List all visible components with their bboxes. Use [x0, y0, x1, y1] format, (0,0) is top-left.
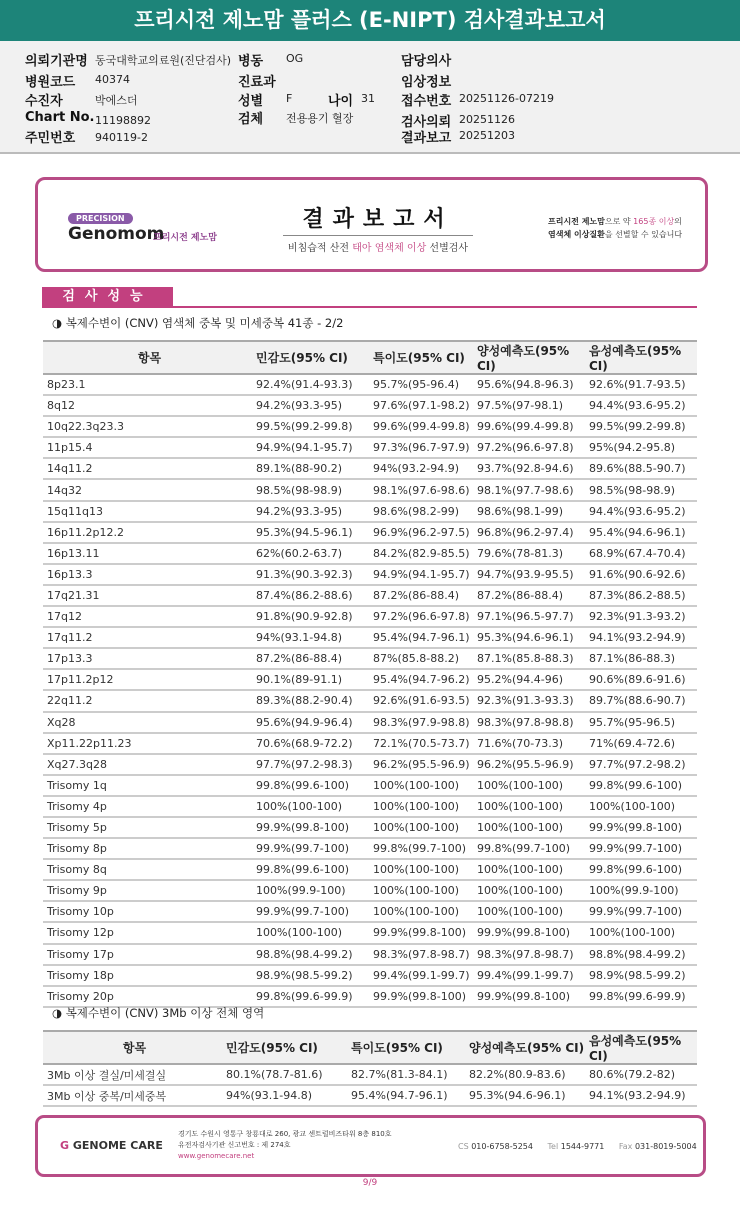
metric-cell: 91.3%(90.3-92.3): [256, 564, 373, 585]
metric-cell: 94.1%(93.2-94.9): [589, 627, 697, 648]
section-divider: [42, 306, 697, 308]
metric-cell: 91.8%(90.9-92.8): [256, 606, 373, 627]
table-row: [43, 986, 697, 1007]
metric-cell: 91.6%(90.6-92.6): [589, 564, 697, 585]
subtitle-highlight: 태아 염색체 이상: [352, 243, 427, 254]
metric-cell: 99.9%(99.8-100): [373, 986, 477, 1007]
table-row: [43, 564, 697, 585]
row-item-name: 15q11q13: [43, 501, 256, 522]
row-item-name: 3Mb 이상 결실/미세결실: [43, 1064, 226, 1085]
metric-cell: 99.8%(99.7-100): [477, 838, 589, 859]
table-row: [43, 817, 697, 838]
metric-cell: 99.9%(99.7-100): [256, 838, 373, 859]
metric-cell: 87.2%(86-88.4): [256, 648, 373, 669]
row-item-name: 16p11.2p12.2: [43, 522, 256, 543]
tagline-bold: 염색체 이상질환: [548, 230, 605, 239]
metric-cell: 100%(99.9-100): [589, 880, 697, 901]
metric-cell: 99.9%(99.8-100): [256, 817, 373, 838]
registration-number: 유전자검사기관 신고번호 : 제 274호: [178, 1141, 291, 1149]
metric-cell: 87.3%(86.2-88.5): [589, 585, 697, 606]
cs-number: 010-6758-5254: [471, 1142, 533, 1151]
metric-cell: 100%(100-100): [256, 922, 373, 943]
company-address-block: [178, 1129, 392, 1162]
banner-subtitle: [278, 239, 478, 254]
row-item-name: 14q32: [43, 479, 256, 500]
table-row: [43, 501, 697, 522]
metric-cell: 97.7%(97.2-98.3): [256, 754, 373, 775]
request-label: 검사의뢰: [401, 115, 452, 130]
metric-cell: 99.8%(99.6-99.9): [589, 986, 697, 1007]
table-row: [43, 838, 697, 859]
metric-cell: 70.6%(68.9-72.2): [256, 733, 373, 754]
row-item-name: Trisomy 20p: [43, 986, 256, 1007]
metric-cell: 94.4%(93.6-95.2): [589, 501, 697, 522]
request-value: 20251126: [459, 113, 515, 126]
metric-cell: 99.6%(99.4-99.8): [477, 416, 589, 437]
ward-value: OG: [286, 52, 304, 65]
doctor-label: 담당의사: [401, 54, 452, 69]
tagline-bold: 프리시전 제노맘: [548, 217, 605, 226]
metric-cell: 99.9%(99.7-100): [589, 901, 697, 922]
age-value: 31: [361, 92, 375, 105]
metric-cell: 97.1%(96.5-97.7): [477, 606, 589, 627]
metric-cell: 99.9%(99.7-100): [256, 901, 373, 922]
metric-cell: 95.4%(94.6-96.1): [589, 522, 697, 543]
row-item-name: 10q22.3q23.3: [43, 416, 256, 437]
metric-cell: 96.2%(95.5-96.9): [477, 754, 589, 775]
metric-cell: 95.4%(94.7-96.1): [351, 1085, 469, 1106]
table-row: [43, 712, 697, 733]
metric-cell: 98.5%(98-98.9): [589, 479, 697, 500]
metric-cell: 71.6%(70-73.3): [477, 733, 589, 754]
table-row: [43, 1085, 697, 1106]
metric-cell: 98.3%(97.8-98.8): [477, 712, 589, 733]
column-header: 특이도(95% CI): [373, 341, 477, 374]
metric-cell: 100%(100-100): [373, 775, 477, 796]
metric-cell: 89.1%(88-90.2): [256, 458, 373, 479]
metric-cell: 97.7%(97.2-98.2): [589, 754, 697, 775]
report-date-label: 결과보고: [401, 131, 452, 146]
fax-label: Fax: [618, 1142, 633, 1151]
row-item-name: Trisomy 18p: [43, 965, 256, 986]
metric-cell: 82.7%(81.3-84.1): [351, 1064, 469, 1085]
column-header: 특이도(95% CI): [351, 1031, 469, 1064]
table-row: [43, 585, 697, 606]
metric-cell: 99.9%(99.8-100): [477, 986, 589, 1007]
metric-cell: 94.2%(93.3-95): [256, 395, 373, 416]
metric-cell: 95.2%(94.4-96): [477, 669, 589, 690]
table-row: [43, 669, 697, 690]
metric-cell: 92.4%(91.4-93.3): [256, 374, 373, 395]
metric-cell: 100%(100-100): [477, 817, 589, 838]
metric-cell: 80.6%(79.2-82): [589, 1064, 697, 1085]
row-item-name: Xq28: [43, 712, 256, 733]
tagline-text: 의: [674, 217, 682, 226]
metric-cell: 98.8%(98.4-99.2): [256, 944, 373, 965]
tagline-text: 을 선별할 수 있습니다: [604, 230, 683, 239]
metric-cell: 87.2%(86-88.4): [373, 585, 477, 606]
table-row: [43, 606, 697, 627]
row-item-name: Trisomy 9p: [43, 880, 256, 901]
metric-cell: 99.4%(99.1-99.7): [373, 965, 477, 986]
row-item-name: Trisomy 17p: [43, 944, 256, 965]
hospital-code-value: 40374: [95, 73, 130, 86]
metric-cell: 95.4%(94.7-96.2): [373, 669, 477, 690]
banner-divider: [283, 235, 473, 236]
table1-subtitle: ◑ 복제수변이 (CNV) 염색체 중복 및 미세중복 41종 - 2/2: [52, 316, 344, 330]
metric-cell: 98.3%(97.8-98.7): [477, 944, 589, 965]
genomom-logo: Genomom: [68, 224, 165, 244]
metric-cell: 100%(100-100): [373, 859, 477, 880]
row-item-name: Trisomy 1q: [43, 775, 256, 796]
subtitle-text: 선별검사: [426, 243, 469, 254]
metric-cell: 92.3%(91.3-93.2): [589, 606, 697, 627]
row-item-name: 17q12: [43, 606, 256, 627]
table-row: [43, 965, 697, 986]
patient-label: 수진자: [25, 94, 63, 109]
metric-cell: 100%(100-100): [477, 880, 589, 901]
metric-cell: 99.9%(99.8-100): [373, 922, 477, 943]
metric-cell: 98.3%(97.8-98.7): [373, 944, 477, 965]
metric-cell: 95%(94.2-95.8): [589, 437, 697, 458]
metric-cell: 79.6%(78-81.3): [477, 543, 589, 564]
metric-cell: 95.4%(94.7-96.1): [373, 627, 477, 648]
metric-cell: 90.1%(89-91.1): [256, 669, 373, 690]
row-item-name: Trisomy 12p: [43, 922, 256, 943]
logo-text: GENOME CARE: [72, 1139, 163, 1152]
rrn-label: 주민번호: [25, 131, 76, 146]
metric-cell: 94.9%(94.1-95.7): [256, 437, 373, 458]
institution-label: 의뢰기관명: [25, 54, 88, 69]
table-row: [43, 754, 697, 775]
metric-cell: 99.8%(99.6-100): [589, 859, 697, 880]
table2-subtitle: ◑ 복제수변이 (CNV) 3Mb 이상 전체 영역: [52, 1006, 265, 1020]
genome-care-logo: [60, 1139, 163, 1152]
table-row: [43, 416, 697, 437]
metric-cell: 62%(60.2-63.7): [256, 543, 373, 564]
ward-label: 병동: [238, 54, 264, 69]
table-row: [43, 944, 697, 965]
metric-cell: 100%(99.9-100): [256, 880, 373, 901]
metric-cell: 100%(100-100): [589, 922, 697, 943]
metric-cell: 87.4%(86.2-88.6): [256, 585, 373, 606]
metric-cell: 94.9%(94.1-95.7): [373, 564, 477, 585]
metric-cell: 99.8%(99.7-100): [373, 838, 477, 859]
metric-cell: 94%(93.1-94.8): [226, 1085, 351, 1106]
metric-cell: 82.2%(80.9-83.6): [469, 1064, 589, 1085]
column-header: 음성예측도(95% CI): [589, 1031, 697, 1064]
metric-cell: 93.7%(92.8-94.6): [477, 458, 589, 479]
tel-number: 1544-9771: [560, 1142, 605, 1151]
metric-cell: 98.3%(97.9-98.8): [373, 712, 477, 733]
chart-label: Chart No.: [25, 110, 95, 125]
website-link[interactable]: www.genomecare.net: [178, 1152, 255, 1160]
metric-cell: 98.6%(98.1-99): [477, 501, 589, 522]
metric-cell: 92.3%(91.3-93.3): [477, 690, 589, 711]
metric-cell: 98.5%(98-98.9): [256, 479, 373, 500]
table-row: [43, 437, 697, 458]
metric-cell: 92.6%(91.6-93.5): [373, 690, 477, 711]
row-item-name: 14q11.2: [43, 458, 256, 479]
table-row: [43, 859, 697, 880]
metric-cell: 95.3%(94.6-96.1): [477, 627, 589, 648]
contact-info: [458, 1142, 697, 1151]
table-row: [43, 374, 697, 395]
row-item-name: 8q12: [43, 395, 256, 416]
metric-cell: 100%(100-100): [373, 880, 477, 901]
metric-cell: 84.2%(82.9-85.5): [373, 543, 477, 564]
table-header-row: [43, 1031, 697, 1064]
metric-cell: 100%(100-100): [477, 775, 589, 796]
subtitle-text: 비침습적 산전: [287, 243, 353, 254]
row-item-name: Xq27.3q28: [43, 754, 256, 775]
row-item-name: Trisomy 8q: [43, 859, 256, 880]
row-item-name: Trisomy 5p: [43, 817, 256, 838]
table-row: [43, 543, 697, 564]
chart-value: 11198892: [95, 114, 151, 127]
metric-cell: 95.7%(95-96.5): [589, 712, 697, 733]
banner-tagline: [548, 215, 682, 241]
address: 경기도 수원시 영통구 창룡대로 260, 광교 센트럴비즈타워 8층 810호: [178, 1130, 392, 1138]
dept-label: 진료과: [238, 75, 276, 90]
metric-cell: 94.4%(93.6-95.2): [589, 395, 697, 416]
table-row: [43, 479, 697, 500]
cs-label: CS: [458, 1142, 469, 1151]
metric-cell: 99.6%(99.4-99.8): [373, 416, 477, 437]
row-item-name: 17q11.2: [43, 627, 256, 648]
banner-title: 결과보고서: [302, 207, 454, 232]
row-item-name: 17q21.31: [43, 585, 256, 606]
patient-value: 박에스더: [95, 94, 138, 107]
row-item-name: Trisomy 8p: [43, 838, 256, 859]
row-item-name: 17p11.2p12: [43, 669, 256, 690]
receipt-value: 20251126-07219: [459, 92, 554, 105]
age-label: 나이: [328, 94, 354, 109]
row-item-name: 8p23.1: [43, 374, 256, 395]
column-header: 민감도(95% CI): [256, 341, 373, 374]
table-row: [43, 395, 697, 416]
column-header: 항목: [43, 341, 256, 374]
metric-cell: 97.2%(96.6-97.8): [477, 437, 589, 458]
sex-label: 성별: [238, 94, 264, 109]
metric-cell: 100%(100-100): [477, 859, 589, 880]
metric-cell: 97.3%(96.7-97.9): [373, 437, 477, 458]
metric-cell: 89.6%(88.5-90.7): [589, 458, 697, 479]
metric-cell: 100%(100-100): [477, 796, 589, 817]
table-row: [43, 522, 697, 543]
metric-cell: 99.5%(99.2-99.8): [589, 416, 697, 437]
genomom-logo-sub: 프리시전 제노맘: [153, 233, 217, 243]
patient-info-panel: [0, 41, 740, 154]
metric-cell: 100%(100-100): [373, 796, 477, 817]
metric-cell: 94.1%(93.2-94.9): [589, 1085, 697, 1106]
logo-mark: G: [60, 1139, 70, 1152]
metric-cell: 98.9%(98.5-99.2): [589, 965, 697, 986]
table-row: [43, 901, 697, 922]
metric-cell: 95.6%(94.9-96.4): [256, 712, 373, 733]
metric-cell: 98.6%(98.2-99): [373, 501, 477, 522]
metric-cell: 99.8%(99.6-99.9): [256, 986, 373, 1007]
row-item-name: 16p13.3: [43, 564, 256, 585]
metric-cell: 94%(93.2-94.9): [373, 458, 477, 479]
metric-cell: 99.4%(99.1-99.7): [477, 965, 589, 986]
sex-value: F: [286, 92, 293, 105]
receipt-label: 접수번호: [401, 94, 452, 109]
metric-cell: 72.1%(70.5-73.7): [373, 733, 477, 754]
page-number: 9/9: [362, 1178, 378, 1188]
metric-cell: 94.2%(93.3-95): [256, 501, 373, 522]
report-title: 프리시전 제노맘 플러스 (E-NIPT) 검사결과보고서: [0, 0, 740, 41]
metric-cell: 87%(85.8-88.2): [373, 648, 477, 669]
column-header: 민감도(95% CI): [226, 1031, 351, 1064]
metric-cell: 87.1%(86-88.3): [589, 648, 697, 669]
metric-cell: 87.2%(86-88.4): [477, 585, 589, 606]
row-item-name: Xp11.22p11.23: [43, 733, 256, 754]
precision-badge: PRECISION: [68, 213, 133, 224]
table-row: [43, 922, 697, 943]
metric-cell: 98.8%(98.4-99.2): [589, 944, 697, 965]
metric-cell: 71%(69.4-72.6): [589, 733, 697, 754]
column-header: 항목: [43, 1031, 226, 1064]
cnv-41-performance-table: [43, 340, 697, 1008]
metric-cell: 96.9%(96.2-97.5): [373, 522, 477, 543]
metric-cell: 99.5%(99.2-99.8): [256, 416, 373, 437]
metric-cell: 80.1%(78.7-81.6): [226, 1064, 351, 1085]
table-row: [43, 880, 697, 901]
metric-cell: 100%(100-100): [373, 817, 477, 838]
tagline-text: 으로 약: [604, 217, 634, 226]
metric-cell: 98.1%(97.6-98.6): [373, 479, 477, 500]
fax-number: 031-8019-5004: [634, 1142, 697, 1151]
report-date-value: 20251203: [459, 129, 515, 142]
institution-value: 동국대학교의료원(진단검사): [95, 54, 232, 67]
metric-cell: 100%(100-100): [373, 901, 477, 922]
hospital-code-label: 병원코드: [25, 75, 76, 90]
metric-cell: 95.7%(95-96.4): [373, 374, 477, 395]
metric-cell: 95.3%(94.6-96.1): [469, 1085, 589, 1106]
metric-cell: 96.8%(96.2-97.4): [477, 522, 589, 543]
metric-cell: 100%(100-100): [256, 796, 373, 817]
metric-cell: 89.3%(88.2-90.4): [256, 690, 373, 711]
metric-cell: 89.7%(88.6-90.7): [589, 690, 697, 711]
table-row: [43, 733, 697, 754]
specimen-label: 검체: [238, 112, 264, 127]
table-row: [43, 796, 697, 817]
table-row: [43, 458, 697, 479]
metric-cell: 99.8%(99.6-100): [256, 859, 373, 880]
cnv-3mb-performance-table: [43, 1030, 697, 1107]
specimen-value: 전용용기 혈장: [286, 112, 354, 125]
metric-cell: 95.6%(94.8-96.3): [477, 374, 589, 395]
metric-cell: 99.9%(99.7-100): [589, 838, 697, 859]
report-banner: [35, 177, 708, 272]
row-item-name: Trisomy 4p: [43, 796, 256, 817]
metric-cell: 97.5%(97-98.1): [477, 395, 589, 416]
metric-cell: 92.6%(91.7-93.5): [589, 374, 697, 395]
tel-label: Tel: [547, 1142, 559, 1151]
table-row: [43, 627, 697, 648]
row-item-name: 16p13.11: [43, 543, 256, 564]
rrn-value: 940119-2: [95, 131, 148, 144]
metric-cell: 96.2%(95.5-96.9): [373, 754, 477, 775]
metric-cell: 99.9%(99.8-100): [477, 922, 589, 943]
metric-cell: 97.2%(96.6-97.8): [373, 606, 477, 627]
tagline-highlight: 165종 이상: [633, 217, 675, 226]
metric-cell: 94%(93.1-94.8): [256, 627, 373, 648]
footer: [35, 1115, 706, 1177]
metric-cell: 95.3%(94.5-96.1): [256, 522, 373, 543]
column-header: 양성예측도(95% CI): [469, 1031, 589, 1064]
metric-cell: 100%(100-100): [589, 796, 697, 817]
section-title: 검사성능: [42, 287, 173, 307]
table-row: [43, 775, 697, 796]
table-row: [43, 690, 697, 711]
column-header: 음성예측도(95% CI): [589, 341, 697, 374]
metric-cell: 90.6%(89.6-91.6): [589, 669, 697, 690]
row-item-name: 11p15.4: [43, 437, 256, 458]
row-item-name: 3Mb 이상 중복/미세중복: [43, 1085, 226, 1106]
metric-cell: 100%(100-100): [477, 901, 589, 922]
metric-cell: 98.9%(98.5-99.2): [256, 965, 373, 986]
metric-cell: 68.9%(67.4-70.4): [589, 543, 697, 564]
row-item-name: 22q11.2: [43, 690, 256, 711]
table-row: [43, 1064, 697, 1085]
row-item-name: 17p13.3: [43, 648, 256, 669]
table-row: [43, 648, 697, 669]
metric-cell: 99.8%(99.6-100): [589, 775, 697, 796]
metric-cell: 87.1%(85.8-88.3): [477, 648, 589, 669]
metric-cell: 97.6%(97.1-98.2): [373, 395, 477, 416]
table-header-row: [43, 341, 697, 374]
clinical-label: 임상정보: [401, 75, 452, 90]
row-item-name: Trisomy 10p: [43, 901, 256, 922]
metric-cell: 98.1%(97.7-98.6): [477, 479, 589, 500]
metric-cell: 94.7%(93.9-95.5): [477, 564, 589, 585]
metric-cell: 99.8%(99.6-100): [256, 775, 373, 796]
column-header: 양성예측도(95% CI): [477, 341, 589, 374]
metric-cell: 99.9%(99.8-100): [589, 817, 697, 838]
